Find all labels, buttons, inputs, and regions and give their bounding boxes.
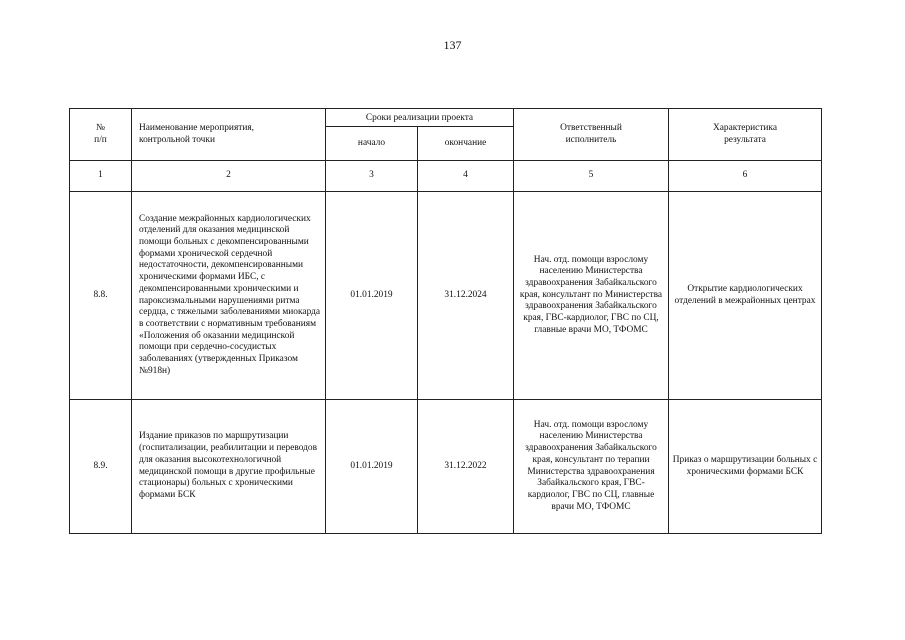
column-number: 1: [70, 161, 132, 192]
row-executor: Нач. отд. помощи взрослому населению Министерства здравоохранения Забайкальского края, консультант по терапии Министерства здравоохранения Забайкальского края, ГВС-кардиолог, ГВС по СЦ, главные врачи МО, ТФОМС: [514, 400, 669, 534]
table-row: [70, 192, 822, 400]
measures-table: [69, 108, 822, 534]
row-name: Создание межрайонных кардиологических отделений для оказания медицинской помощи больных с декомпенсированными формами хронической сердечной недостаточности, декомпенсированными хроническими формами ИБС, с декомпенсированными хроническими и пароксизмальными нарушениями ритма сердца, с тяжелыми заболеваниями миокарда в соответствии с нормативным требованиям «Положения об оказании медицинской помощи при сердечно-сосудистых заболеваниях (утвержденных Приказом №918н): [132, 192, 326, 400]
column-number: 6: [669, 161, 822, 192]
row-start: 01.01.2019: [326, 400, 418, 534]
header-name: Наименование мероприятия, контрольной точки: [132, 109, 326, 161]
row-num: 8.8.: [70, 192, 132, 400]
header-result: Характеристика результата: [669, 109, 822, 161]
row-result: Открытие кардиологических отделений в межрайонных центрах: [669, 192, 822, 400]
header-executor: Ответственный исполнитель: [514, 109, 669, 161]
header-end: окончание: [418, 127, 514, 161]
row-end: 31.12.2024: [418, 192, 514, 400]
header-start: начало: [326, 127, 418, 161]
column-number: 3: [326, 161, 418, 192]
row-executor: Нач. отд. помощи взрослому населению Министерства здравоохранения Забайкальского края, консультант по Министерства здравоохранения Забайкальского края, ГВС-кардиолог, ГВС по СЦ, главные врачи МО, ТФОМС: [514, 192, 669, 400]
column-number: 4: [418, 161, 514, 192]
table-row: [70, 400, 822, 534]
row-end: 31.12.2022: [418, 400, 514, 534]
header-num: № п/п: [70, 109, 132, 161]
row-result: Приказ о маршрутизации больных с хроническими формами БСК: [669, 400, 822, 534]
row-num: 8.9.: [70, 400, 132, 534]
column-number-row: [70, 161, 822, 192]
row-start: 01.01.2019: [326, 192, 418, 400]
header-period: Сроки реализации проекта: [326, 109, 514, 127]
column-number: 5: [514, 161, 669, 192]
column-number: 2: [132, 161, 326, 192]
page-number: 137: [443, 38, 462, 52]
row-name: Издание приказов по маршрутизации (госпитализации, реабилитации и переводов для оказания высокотехнологичной медицинской помощи в другие профильные стационары) больных с хроническими формами БСК: [132, 400, 326, 534]
header-row: [70, 109, 822, 127]
